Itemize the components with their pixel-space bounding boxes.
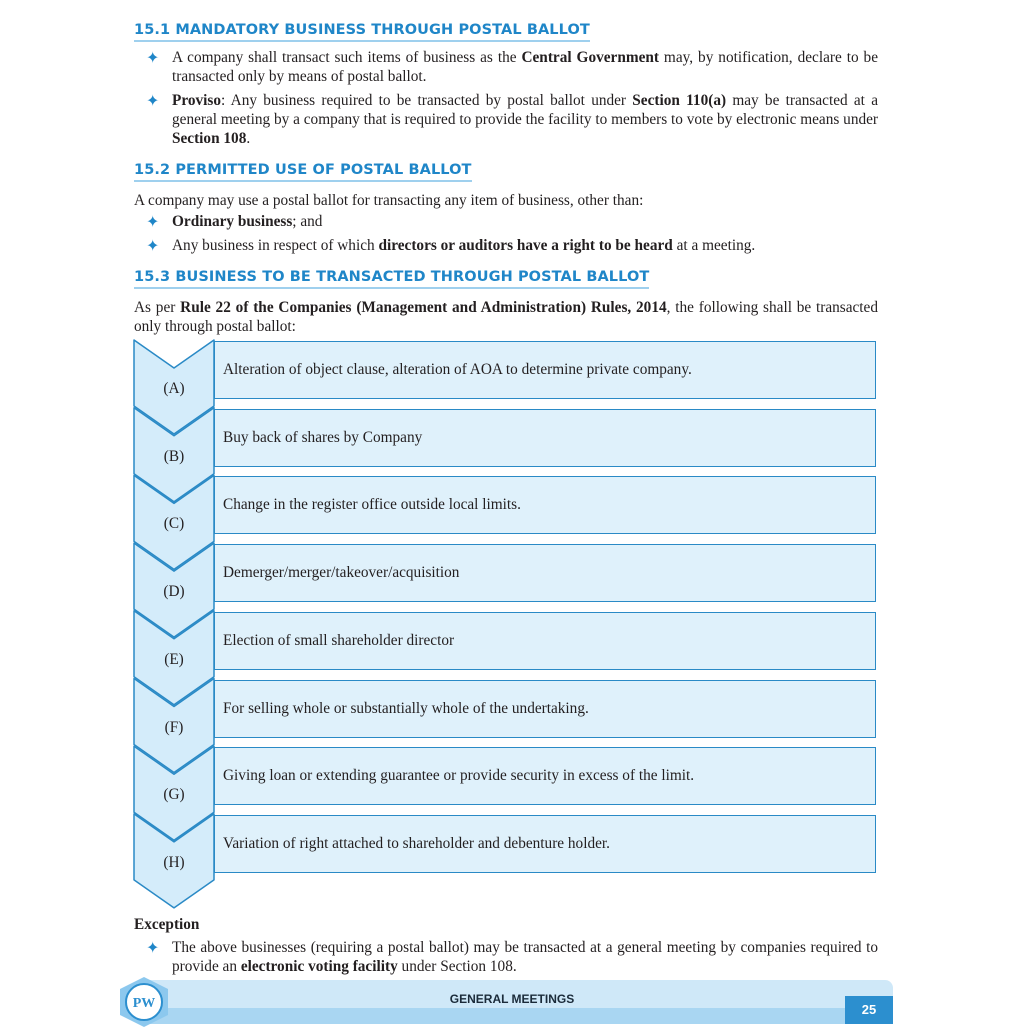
flow-item-text: Alteration of object clause, alteration of AOA to determine private company.: [223, 361, 692, 378]
flow-item-label: (H): [163, 853, 185, 871]
flow-item-text: Variation of right attached to shareholder and debenture holder.: [223, 834, 610, 852]
footer-title: GENERAL MEETINGS: [449, 992, 575, 1006]
section-intro: As per Rule 22 of the Companies (Management and Administration) Rules, 2014, the following shall be transacted only through postal ballot:: [134, 299, 878, 335]
bullet-item: ✦ Ordinary business; and: [146, 212, 323, 231]
flow-item-label: (A): [163, 380, 185, 397]
bullet-item: ✦ A company shall transact such items of business as the Central Government may, by notification, declare to be transacted only by means of postal ballot.: [146, 48, 878, 85]
section-heading-15-2: 15.2 PERMITTED USE OF POSTAL BALLOT: [134, 162, 472, 182]
bullet-item: ✦ The above businesses (requiring a postal ballot) may be transacted at a general meeting by companies required to provide an electronic voting facility under Section 108.: [146, 938, 878, 975]
flow-item-label: (E): [164, 650, 184, 668]
section-intro: A company may use a postal ballot for transacting any item of business, other than:: [134, 192, 644, 209]
logo-text: PW: [132, 996, 156, 1011]
flow-item-label: (C): [163, 515, 185, 533]
section-heading-15-1: 15.1 MANDATORY BUSINESS THROUGH POSTAL BALLOT: [134, 22, 590, 42]
flow-item-text: For selling whole or substantially whole of the undertaking.: [223, 699, 589, 717]
four-point-star-icon: ✦: [146, 91, 160, 110]
flow-item-text: Change in the register office outside local limits.: [223, 496, 521, 514]
flow-item-text: Demerger/merger/takeover/acquisition: [223, 564, 460, 582]
flow-item-label: (G): [163, 786, 185, 804]
four-point-star-icon: ✦: [146, 212, 160, 231]
four-point-star-icon: ✦: [146, 236, 160, 255]
footer-band-lower: [146, 1008, 893, 1024]
section-heading-15-3: 15.3 BUSINESS TO BE TRANSACTED THROUGH POSTAL BALLOT: [134, 269, 649, 289]
bullet-item: ✦ Any business in respect of which directors or auditors have a right to be heard at a meeting.: [146, 236, 756, 255]
flow-item-text: Election of small shareholder director: [223, 631, 455, 649]
bullet-item: ✦ Proviso: Any business required to be transacted by postal ballot under Section 110(a) may be transacted at a general meeting by a company that is required to provide the facility to members to vote by electronic means under Section 108.: [146, 91, 878, 147]
flow-item-label: (D): [163, 583, 185, 601]
page-number: 25: [845, 996, 893, 1024]
exception-title: Exception: [134, 916, 200, 933]
four-point-star-icon: ✦: [146, 938, 160, 957]
flow-item-text: Buy back of shares by Company: [223, 428, 423, 446]
flow-item-label: (F): [164, 718, 184, 736]
four-point-star-icon: ✦: [146, 48, 160, 67]
flow-item-label: (B): [163, 447, 185, 465]
flow-item-text: Giving loan or extending guarantee or provide security in excess of the limit.: [223, 767, 695, 785]
pw-logo-icon: [118, 976, 170, 1028]
